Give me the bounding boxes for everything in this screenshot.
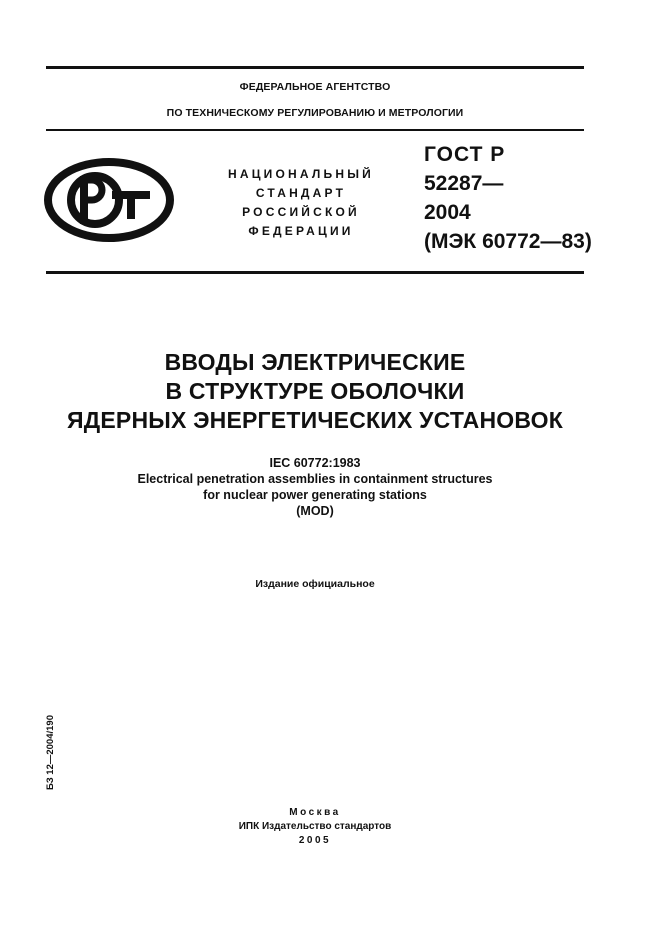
national-standard-label: [206, 165, 396, 241]
national-line-4: ФЕДЕРАЦИИ: [248, 224, 354, 238]
side-note: БЗ 12—2004/190: [45, 715, 56, 790]
title-line-2: В СТРУКТУРЕ ОБОЛОЧКИ: [165, 378, 465, 404]
iec-title-line-1: Electrical penetration assemblies in containment structures: [137, 472, 493, 486]
imprint-year: 2005: [298, 835, 332, 846]
national-line-3: РОССИЙСКОЙ: [242, 205, 360, 219]
document-title: [46, 348, 584, 435]
imprint-city: Москва: [289, 807, 341, 818]
iec-modification: (MOD): [296, 504, 334, 518]
designation-line-4: (МЭК 60772—83): [424, 230, 592, 253]
bottom-rule: [46, 271, 584, 274]
iec-code: IEC 60772:1983: [269, 456, 361, 470]
rst-logo-icon: [44, 158, 174, 242]
designation-line-1: ГОСТ Р: [424, 143, 506, 166]
designation-line-3: 2004: [424, 201, 471, 224]
iec-title-line-2: for nuclear power generating stations: [203, 488, 427, 502]
national-line-2: СТАНДАРТ: [255, 186, 347, 200]
top-rule: [46, 66, 584, 69]
title-line-1: ВВОДЫ ЭЛЕКТРИЧЕСКИЕ: [164, 349, 466, 375]
agency-line-1: ФЕДЕРАЛЬНОЕ АГЕНТСТВО: [239, 81, 391, 93]
international-reference: [46, 455, 584, 519]
title-line-3: ЯДЕРНЫХ ЭНЕРГЕТИЧЕСКИХ УСТАНОВОК: [67, 407, 563, 433]
standard-designation: [424, 140, 592, 256]
national-line-1: НАЦИОНАЛЬНЫЙ: [227, 167, 375, 181]
agency-line-2: ПО ТЕХНИЧЕСКОМУ РЕГУЛИРОВАНИЮ И МЕТРОЛОГИИ: [166, 107, 464, 119]
edition-label: Издание официальное: [255, 578, 375, 590]
designation-line-2: 52287—: [424, 172, 504, 195]
header-rule: [46, 129, 584, 131]
imprint: [46, 806, 584, 848]
imprint-publisher: ИПК Издательство стандартов: [238, 821, 392, 832]
